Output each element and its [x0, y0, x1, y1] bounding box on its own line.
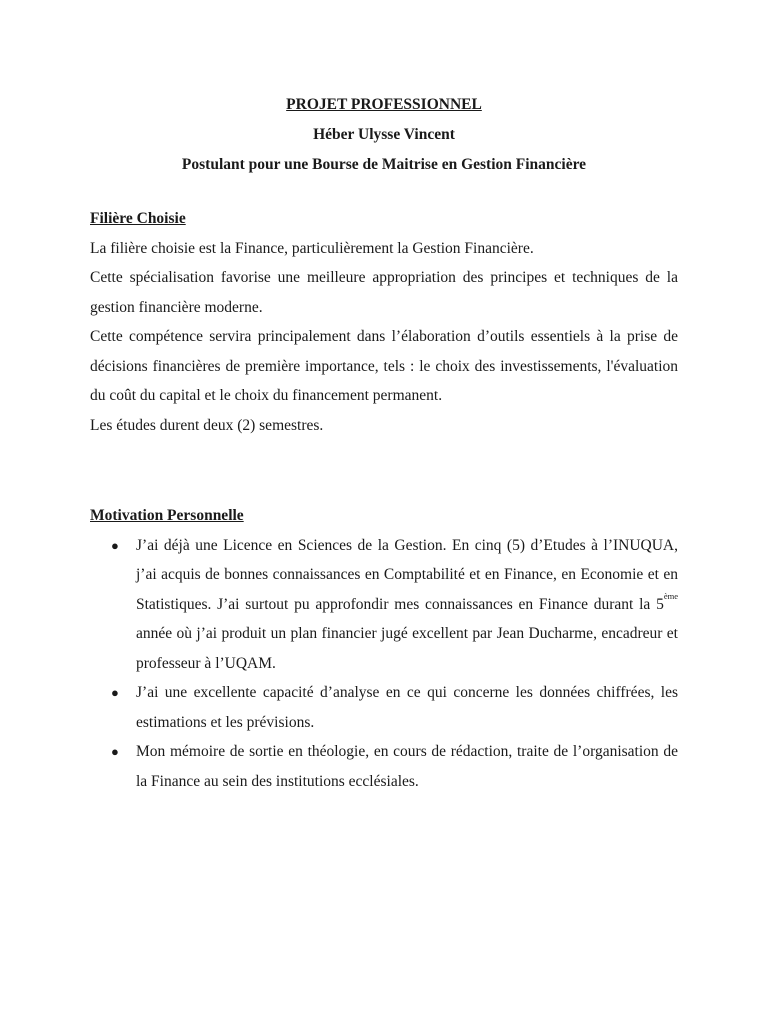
author-name: Héber Ulysse Vincent: [313, 126, 455, 143]
document-title: PROJET PROFESSIONNEL: [286, 96, 482, 113]
document-header: [0, 90, 768, 180]
bullet-text-3: Mon mémoire de sortie en théologie, en cours de rédaction, traite de l’organisation de la Finance au sein des institutions ecclésiales.: [136, 743, 678, 790]
superscript-eme: ème: [663, 591, 678, 602]
list-item: [90, 737, 678, 796]
section-heading-motivation: Motivation Personnelle: [90, 507, 244, 524]
section-filiere-choisie: [90, 204, 678, 440]
motivation-bullet-list: [90, 531, 678, 797]
bullet-text-1a: J’ai déjà une Licence en Sciences de la Gestion. En cinq (5) d’Etudes à l’INUQUA, j’ai acquis de bonnes connaissances en Comptabilité et en Finance, en Economie et en Statistiques. J’ai surtout pu approfondir mes connaissances en Finance durant la 5: [136, 536, 678, 613]
list-item: [90, 531, 678, 679]
bullet-icon: ●: [111, 744, 119, 759]
bullet-text-1b: année où j’ai produit un plan financier jugé excellent par Jean Ducharme, encadreur et professeur à l’UQAM.: [136, 625, 678, 672]
section-heading-filiere: Filière Choisie: [90, 210, 186, 227]
paragraph-filiere-2: Cette spécialisation favorise une meilleure appropriation des principes et techniques de la gestion financière moderne.: [90, 269, 678, 316]
paragraph-filiere-3: Cette compétence servira principalement dans l’élaboration d’outils essentiels à la prise de décisions financières de première importance, tels : le choix des investissements, l'évaluation du coût du capital et le choix du financement permanent.: [90, 328, 678, 404]
paragraph-filiere-4: Les études durent deux (2) semestres.: [90, 416, 324, 434]
list-item: [90, 678, 678, 737]
document-subtitle: Postulant pour une Bourse de Maitrise en Gestion Financière: [181, 156, 587, 173]
bullet-icon: ●: [111, 537, 119, 553]
section-motivation-personnelle: [90, 501, 678, 796]
paragraph-filiere-1: La filière choisie est la Finance, particulièrement la Gestion Financière.: [90, 239, 534, 257]
bullet-text-2: J’ai une excellente capacité d’analyse en ce qui concerne les données chiffrées, les estimations et les prévisions.: [136, 684, 678, 731]
bullet-icon: ●: [111, 685, 119, 700]
